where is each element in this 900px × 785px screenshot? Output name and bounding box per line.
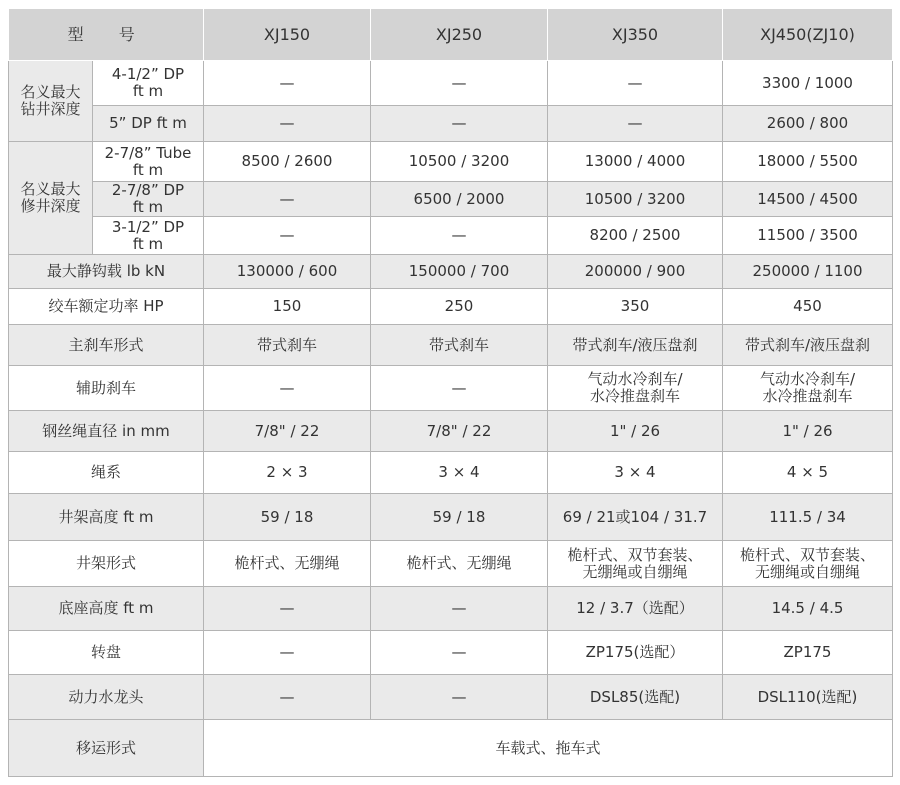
cell: 桅杆式、无绷绳 — [204, 541, 371, 587]
cell: 桅杆式、双节套装、 无绷绳或自绷绳 — [723, 541, 893, 587]
cell: — — [204, 675, 371, 720]
transport-value: 车载式、拖车式 — [204, 720, 893, 777]
sub-label: 2-7/8” DP ft m — [93, 182, 204, 217]
cell: 14500 / 4500 — [723, 182, 893, 217]
cell: — — [204, 366, 371, 411]
header-row — [9, 9, 893, 61]
header-xj450: XJ450(ZJ10) — [723, 9, 893, 61]
row-label: 钢丝绳直径 in mm — [9, 411, 204, 452]
table-row — [9, 325, 893, 366]
drill-depth-label: 名义最大 钻井深度 — [9, 61, 93, 142]
cell: 7/8" / 22 — [204, 411, 371, 452]
cell: 6500 / 2000 — [371, 182, 548, 217]
header-model: 型 号 — [9, 9, 204, 61]
cell: 13000 / 4000 — [548, 142, 723, 182]
row-label: 最大静钩载 lb kN — [9, 255, 204, 289]
cell: 3300 / 1000 — [723, 61, 893, 106]
workover-depth-label: 名义最大 修井深度 — [9, 142, 93, 255]
cell: 气动水冷刹车/ 水冷推盘刹车 — [548, 366, 723, 411]
table-row — [9, 106, 893, 142]
cell: 250 — [371, 289, 548, 325]
cell: 150 — [204, 289, 371, 325]
cell: — — [371, 587, 548, 631]
cell: ZP175(选配） — [548, 631, 723, 675]
row-label: 主刹车形式 — [9, 325, 204, 366]
cell: — — [371, 106, 548, 142]
row-label: 井架高度 ft m — [9, 494, 204, 541]
row-label: 底座高度 ft m — [9, 587, 204, 631]
cell: — — [371, 217, 548, 255]
table-row — [9, 494, 893, 541]
cell: 450 — [723, 289, 893, 325]
cell: 3 × 4 — [548, 452, 723, 494]
spec-table — [8, 8, 893, 777]
table-row — [9, 452, 893, 494]
cell: 桅杆式、双节套装、 无绷绳或自绷绳 — [548, 541, 723, 587]
cell: 150000 / 700 — [371, 255, 548, 289]
cell: DSL110(选配) — [723, 675, 893, 720]
table-row — [9, 541, 893, 587]
cell: 1" / 26 — [548, 411, 723, 452]
table-row — [9, 675, 893, 720]
table-row — [9, 289, 893, 325]
transport-label: 移运形式 — [9, 720, 204, 777]
table-row — [9, 142, 893, 182]
cell: 1" / 26 — [723, 411, 893, 452]
cell: 14.5 / 4.5 — [723, 587, 893, 631]
cell: — — [204, 217, 371, 255]
cell: — — [548, 106, 723, 142]
cell: 带式刹车 — [204, 325, 371, 366]
sub-label: 5” DP ft m — [93, 106, 204, 142]
table-row — [9, 587, 893, 631]
cell: — — [371, 61, 548, 106]
row-label: 辅助刹车 — [9, 366, 204, 411]
cell: — — [548, 61, 723, 106]
cell: — — [371, 631, 548, 675]
cell: 12 / 3.7（选配） — [548, 587, 723, 631]
cell: 250000 / 1100 — [723, 255, 893, 289]
cell: 7/8" / 22 — [371, 411, 548, 452]
cell: 59 / 18 — [204, 494, 371, 541]
cell: — — [204, 631, 371, 675]
cell: 2 × 3 — [204, 452, 371, 494]
cell: 4 × 5 — [723, 452, 893, 494]
sub-label: 3-1/2” DP ft m — [93, 217, 204, 255]
table-row — [9, 631, 893, 675]
cell: 111.5 / 34 — [723, 494, 893, 541]
cell: 200000 / 900 — [548, 255, 723, 289]
table-row — [9, 182, 893, 217]
cell: 11500 / 3500 — [723, 217, 893, 255]
cell: 18000 / 5500 — [723, 142, 893, 182]
cell: 2600 / 800 — [723, 106, 893, 142]
table-row — [9, 61, 893, 106]
header-xj250: XJ250 — [371, 9, 548, 61]
cell: 桅杆式、无绷绳 — [371, 541, 548, 587]
sub-label: 4-1/2” DP ft m — [93, 61, 204, 106]
cell: — — [204, 61, 371, 106]
cell: ZP175 — [723, 631, 893, 675]
sub-label: 2-7/8” Tube ft m — [93, 142, 204, 182]
cell: 气动水冷刹车/ 水冷推盘刹车 — [723, 366, 893, 411]
cell: 350 — [548, 289, 723, 325]
table-row — [9, 720, 893, 777]
cell: 59 / 18 — [371, 494, 548, 541]
cell: — — [371, 675, 548, 720]
cell: 3 × 4 — [371, 452, 548, 494]
cell: — — [204, 182, 371, 217]
cell: — — [371, 366, 548, 411]
table-row — [9, 411, 893, 452]
cell: 带式刹车/液压盘刹 — [723, 325, 893, 366]
cell: 8200 / 2500 — [548, 217, 723, 255]
row-label: 转盘 — [9, 631, 204, 675]
header-xj350: XJ350 — [548, 9, 723, 61]
row-label: 绞车额定功率 HP — [9, 289, 204, 325]
table-row — [9, 255, 893, 289]
cell: 带式刹车/液压盘刹 — [548, 325, 723, 366]
cell: — — [204, 106, 371, 142]
row-label: 动力水龙头 — [9, 675, 204, 720]
table-row — [9, 366, 893, 411]
cell: 8500 / 2600 — [204, 142, 371, 182]
row-label: 井架形式 — [9, 541, 204, 587]
row-label: 绳系 — [9, 452, 204, 494]
cell: 10500 / 3200 — [548, 182, 723, 217]
cell: 69 / 21或104 / 31.7 — [548, 494, 723, 541]
table-row — [9, 217, 893, 255]
cell: 10500 / 3200 — [371, 142, 548, 182]
cell: — — [204, 587, 371, 631]
cell: 带式刹车 — [371, 325, 548, 366]
cell: DSL85(选配) — [548, 675, 723, 720]
header-xj150: XJ150 — [204, 9, 371, 61]
cell: 130000 / 600 — [204, 255, 371, 289]
